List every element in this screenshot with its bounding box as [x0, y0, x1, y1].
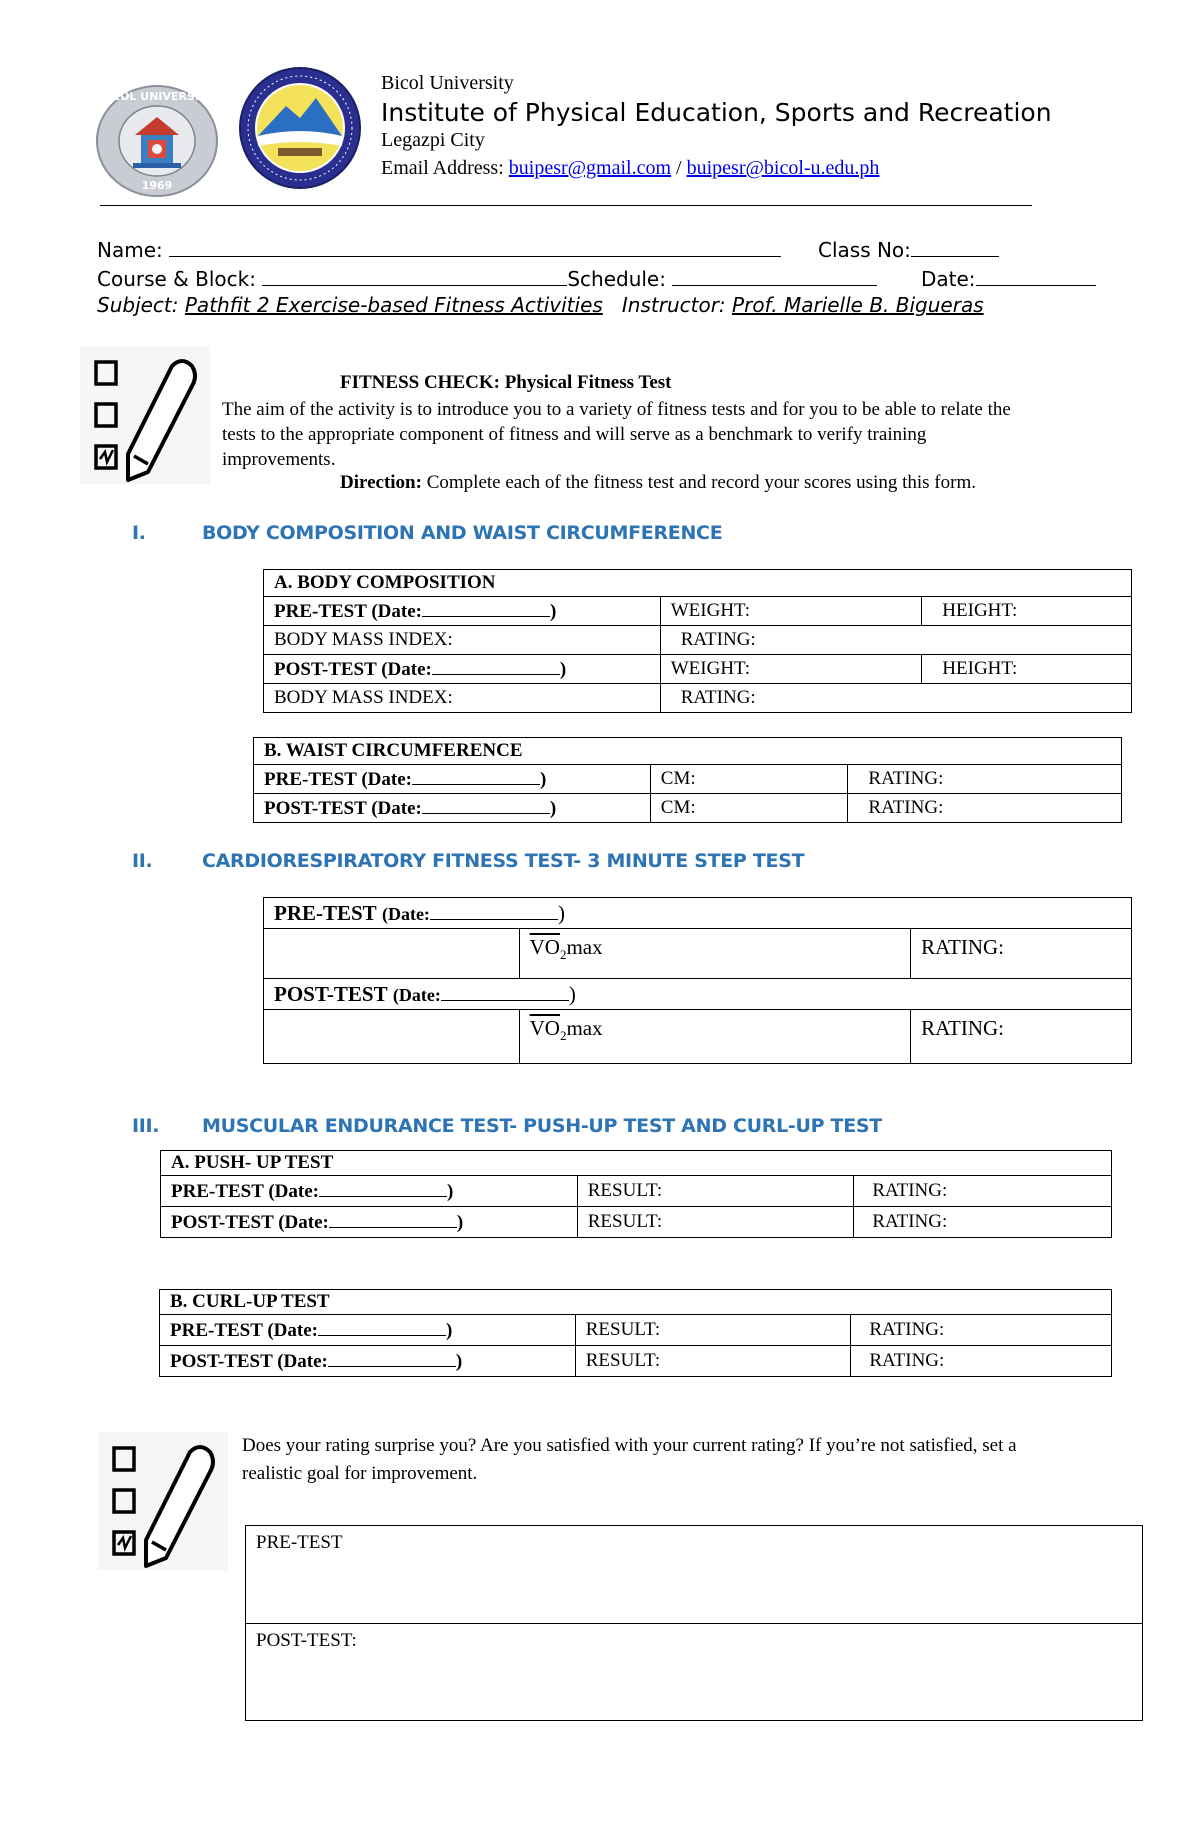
course-input-line[interactable] — [262, 267, 567, 286]
checklist-pencil-icon-2 — [98, 1432, 228, 1570]
email-link-gmail[interactable]: buipesr@gmail.com — [508, 157, 672, 179]
direction-label: Direction: — [340, 472, 422, 493]
reflection-table — [245, 1525, 1143, 1721]
section-1-heading — [132, 522, 722, 544]
intro-line-1: The aim of the activity is to introduce you to a variety of fitness tests and for you to be able to relate the — [222, 399, 1011, 420]
seal-bu-year: 1969 — [141, 179, 173, 192]
checklist-pencil-icon — [80, 346, 210, 484]
vo2-suffix: max — [566, 935, 603, 959]
section-3-heading — [132, 1115, 882, 1137]
paren: ) — [455, 1350, 463, 1372]
body-comp-post-label: POST-TEST (Date: — [274, 658, 432, 680]
step-post-date-label: (Date: — [392, 984, 441, 1005]
email-separator: / — [676, 157, 682, 179]
direction-text: Complete each of the fitness test and record your scores using this form. — [426, 472, 976, 493]
waist-pre-rating[interactable]: RATING: — [848, 765, 1122, 794]
step-test-table — [263, 897, 1132, 1064]
curlup-post-result[interactable]: RESULT: — [575, 1346, 851, 1377]
body-comp-post-weight[interactable]: WEIGHT: — [660, 655, 922, 684]
vo2-prefix: $\overline{VO}$ — [529, 935, 560, 959]
vo2-sub: 2 — [559, 947, 567, 963]
vo2-prefix: $\overline{VO}$ — [529, 1016, 560, 1040]
waist-post-label: POST-TEST (Date: — [264, 797, 422, 819]
curlup-pre-rating[interactable]: RATING: — [851, 1315, 1112, 1346]
waist-post-rating[interactable]: RATING: — [848, 794, 1122, 823]
curlup-post-date[interactable] — [160, 1346, 576, 1377]
waist-pre-label: PRE-TEST (Date: — [264, 768, 412, 790]
curlup-pre-result[interactable]: RESULT: — [575, 1315, 851, 1346]
pushup-title: A. PUSH- UP TEST — [161, 1151, 1112, 1176]
intro-paragraph — [222, 397, 1011, 472]
email-link-bicol[interactable]: buipesr@bicol-u.edu.ph — [686, 157, 880, 179]
pushup-post-result[interactable]: RESULT: — [577, 1207, 854, 1238]
section-1-title: BODY COMPOSITION AND WAIST CIRCUMFERENCE — [202, 522, 723, 544]
body-comp-post-height[interactable]: HEIGHT: — [922, 655, 1132, 684]
curlup-title: B. CURL-UP TEST — [160, 1290, 1112, 1315]
name-input-line[interactable] — [169, 238, 781, 257]
direction-line — [340, 472, 976, 494]
email-line — [381, 157, 879, 180]
body-comp-pre-bmi[interactable]: BODY MASS INDEX: — [264, 626, 661, 655]
course-row — [97, 267, 877, 291]
pushup-pre-rating[interactable]: RATING: — [854, 1176, 1112, 1207]
waist-post-date[interactable] — [254, 794, 651, 823]
instructor-label: Instructor: — [621, 293, 726, 317]
classno-label: Class No: — [818, 238, 911, 262]
name-label: Name: — [97, 238, 163, 262]
vo2-suffix: max — [566, 1016, 603, 1040]
waist-post-cm[interactable]: CM: — [650, 794, 848, 823]
seal-bu-text: BICOL UNIVERSITY — [99, 90, 215, 103]
paren: ) — [568, 981, 576, 1006]
classno-input-line[interactable] — [911, 238, 999, 257]
instructor-value: Prof. Marielle B. Bigueras — [732, 293, 984, 317]
vo2-sub: 2 — [559, 1028, 567, 1044]
curlup-post-label: POST-TEST (Date: — [170, 1350, 328, 1372]
pushup-post-label: POST-TEST (Date: — [171, 1211, 329, 1233]
intro-line-2: tests to the appropriate component of fitness and will serve as a benchmark to verify training — [222, 424, 927, 445]
institute-name: Institute of Physical Education, Sports and Recreation — [381, 98, 1052, 127]
header-divider — [100, 205, 1032, 206]
body-comp-pre-rating[interactable]: RATING: — [660, 626, 1131, 655]
city-name: Legazpi City — [381, 129, 485, 151]
intro-line-3: improvements. — [222, 449, 336, 470]
paren: ) — [456, 1211, 464, 1233]
body-composition-table — [263, 569, 1132, 713]
step-pre-label: PRE-TEST — [274, 900, 377, 925]
pushup-pre-label: PRE-TEST (Date: — [171, 1180, 319, 1202]
waist-circumference-table — [253, 737, 1122, 823]
push-up-table — [160, 1150, 1112, 1238]
section-2-number: II. — [132, 850, 153, 872]
schedule-input-line[interactable] — [672, 267, 877, 286]
step-post-label: POST-TEST — [274, 981, 388, 1006]
name-row — [97, 238, 781, 262]
paren: ) — [446, 1180, 454, 1202]
section-1-number: I. — [132, 522, 146, 544]
paren: ) — [549, 797, 557, 819]
section-3-title: MUSCULAR ENDURANCE TEST- PUSH-UP TEST AND CURL-UP TEST — [202, 1115, 882, 1137]
subject-label: Subject: — [97, 293, 179, 317]
body-comp-pre-label: PRE-TEST (Date: — [274, 600, 422, 622]
date-label: Date: — [921, 267, 976, 291]
body-comp-post-rating[interactable]: RATING: — [660, 684, 1131, 713]
date-row — [921, 267, 1096, 291]
body-comp-pre-height[interactable]: HEIGHT: — [922, 597, 1132, 626]
date-input-line[interactable] — [976, 267, 1096, 286]
section-2-title: CARDIORESPIRATORY FITNESS TEST- 3 MINUTE STEP TEST — [202, 850, 805, 872]
step-pre-blank[interactable] — [264, 929, 520, 979]
step-post-rating[interactable]: RATING: — [911, 1010, 1132, 1064]
reflection-prompt — [242, 1432, 1017, 1488]
step-pre-rating[interactable]: RATING: — [911, 929, 1132, 979]
reflection-pre-test-box[interactable]: PRE-TEST — [246, 1526, 1143, 1624]
section-3-number: III. — [132, 1115, 160, 1137]
subject-value: Pathfit 2 Exercise-based Fitness Activities — [184, 293, 603, 317]
paren: ) — [557, 900, 565, 925]
pushup-pre-date[interactable] — [161, 1176, 578, 1207]
paren: ) — [539, 768, 547, 790]
waist-pre-date[interactable] — [254, 765, 651, 794]
waist-title: B. WAIST CIRCUMFERENCE — [254, 738, 1122, 765]
reflection-line-1: Does your rating surprise you? Are you satisfied with your current rating? If you’re not satisfied, set a — [242, 1435, 1017, 1456]
curl-up-table — [159, 1289, 1112, 1377]
classno-row — [818, 238, 999, 262]
section-2-heading — [132, 850, 804, 872]
pushup-pre-result[interactable]: RESULT: — [577, 1176, 854, 1207]
waist-pre-cm[interactable]: CM: — [650, 765, 848, 794]
body-comp-post-date[interactable] — [264, 655, 661, 684]
curlup-pre-date[interactable] — [160, 1315, 576, 1346]
body-comp-pre-date[interactable] — [264, 597, 661, 626]
step-post-vo2max[interactable] — [519, 1010, 911, 1064]
ipesr-seal — [238, 66, 363, 191]
pushup-post-date[interactable] — [161, 1207, 578, 1238]
fitness-check-title: FITNESS CHECK: Physical Fitness Test — [340, 372, 672, 393]
body-comp-title: A. BODY COMPOSITION — [264, 570, 1132, 597]
schedule-label: Schedule: — [567, 267, 666, 291]
step-pre-date[interactable] — [264, 898, 1132, 929]
body-comp-post-bmi[interactable]: BODY MASS INDEX: — [264, 684, 661, 713]
curlup-post-rating[interactable]: RATING: — [851, 1346, 1112, 1377]
step-post-blank[interactable] — [264, 1010, 520, 1064]
subject-row — [97, 293, 984, 317]
email-label: Email Address: — [381, 157, 504, 179]
paren: ) — [559, 658, 567, 680]
reflection-post-test-box[interactable]: POST-TEST: — [246, 1624, 1143, 1721]
university-name: Bicol University — [381, 72, 514, 94]
step-pre-vo2max[interactable] — [519, 929, 911, 979]
pushup-post-rating[interactable]: RATING: — [854, 1207, 1112, 1238]
paren: ) — [445, 1319, 453, 1341]
reflection-line-2: realistic goal for improvement. — [242, 1463, 478, 1484]
course-label: Course & Block: — [97, 267, 256, 291]
step-post-date[interactable] — [264, 979, 1132, 1010]
bicol-university-seal — [95, 83, 220, 198]
paren: ) — [549, 600, 557, 622]
step-pre-date-label: (Date: — [381, 903, 430, 924]
curlup-pre-label: PRE-TEST (Date: — [170, 1319, 318, 1341]
body-comp-pre-weight[interactable]: WEIGHT: — [660, 597, 922, 626]
